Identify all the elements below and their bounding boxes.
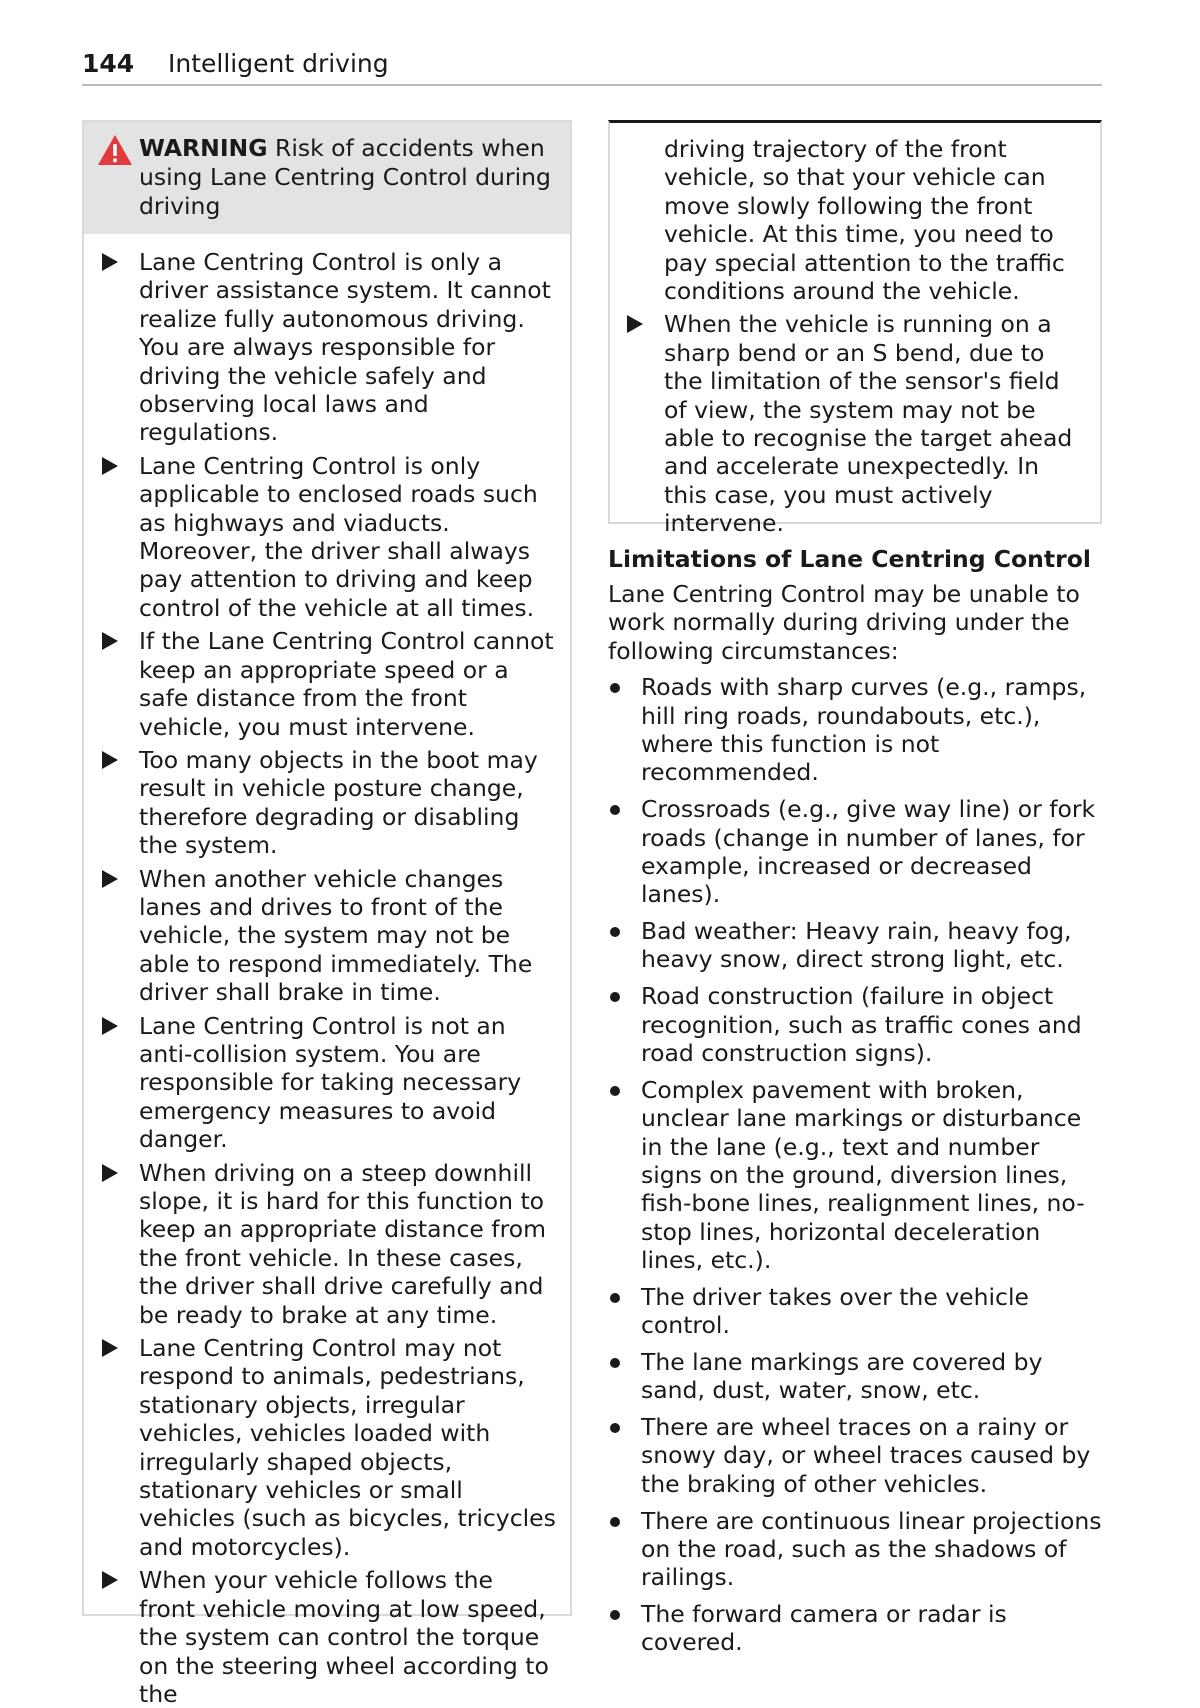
- list-item: [84, 248, 556, 447]
- list-item: [84, 1159, 556, 1329]
- triangle-bullet-icon: [102, 870, 118, 888]
- triangle-bullet-icon: [102, 632, 118, 650]
- list-item: [610, 310, 1086, 537]
- list-item-text: Lane Centring Control is only a driver assistance system. It cannot realize fully autonomous driving. You are always responsible for driving the vehicle safely and observing local laws and regulations.: [139, 248, 551, 447]
- page-number: 144: [82, 49, 135, 78]
- list-item-text: Lane Centring Control may not respond to animals, pedestrians, stationary objects, irregular vehicles, vehicles loaded with irregularly shaped objects, stationary vehicles or small vehicles (such as bicycles, tricycles and motorcycles).: [139, 1334, 556, 1561]
- list-item-text: Complex pavement with broken, unclear lane markings or disturbance in the lane (e.g., text and number signs on the ground, diversion lines, fish-bone lines, realignment lines, no-stop lines, horizontal deceleration lines, etc.).: [641, 1075, 1085, 1275]
- bullet-dot-icon: [610, 1423, 620, 1433]
- limitations-section: [608, 544, 1102, 1665]
- bullet-dot-icon: [610, 992, 620, 1002]
- list-item-text: Roads with sharp curves (e.g., ramps, hill ring roads, roundabouts, etc.), where this function is not recommended.: [641, 673, 1087, 787]
- warning-box: [82, 120, 572, 1708]
- list-item-text: Road construction (failure in object recognition, such as traffic cones and road construction signs).: [641, 982, 1082, 1067]
- triangle-bullet-icon: [102, 1339, 118, 1357]
- list-item: [84, 865, 556, 1007]
- list-item-text: There are continuous linear projections on the road, such as the shadows of railings.: [641, 1506, 1102, 1592]
- list-item-text: The driver takes over the vehicle control.: [641, 1282, 1029, 1340]
- bullet-dot-icon: [610, 805, 620, 815]
- list-item: [608, 917, 1102, 974]
- warning-continued-list: [610, 310, 1086, 537]
- triangle-bullet-icon: [102, 1164, 118, 1182]
- list-item: [84, 1012, 556, 1154]
- limitations-intro: Lane Centring Control may be unable to work normally during driving under the following circumstances:: [608, 580, 1080, 665]
- list-item-text: There are wheel traces on a rainy or snowy day, or wheel traces caused by the braking of other vehicles.: [641, 1413, 1091, 1498]
- list-item-text: Lane Centring Control is only applicable to enclosed roads such as highways and viaducts. Moreover, the driver shall always pay attention to driving and keep control of the vehicle at all times.: [139, 451, 538, 622]
- triangle-bullet-icon: [102, 253, 118, 271]
- list-item: [84, 1566, 556, 1708]
- triangle-bullet-icon: [102, 1571, 118, 1589]
- section-title: Intelligent driving: [168, 49, 389, 78]
- warning-continued-box: [608, 120, 1102, 538]
- list-item: [84, 746, 556, 860]
- list-item: [608, 1413, 1102, 1498]
- warning-list: [84, 234, 570, 1708]
- list-item-text: The forward camera or radar is covered.: [641, 1600, 1007, 1657]
- bullet-dot-icon: [610, 927, 620, 937]
- list-item-text: When driving on a steep downhill slope, it is hard for this function to keep an appropriate distance from the front vehicle. In these cases, the driver shall drive carefully and be ready to brake at any time.: [139, 1158, 546, 1329]
- list-item: [608, 673, 1102, 787]
- warning-continued-text: driving trajectory of the front vehicle, so that your vehicle can move slowly following the front vehicle. At this time, you need to pay special attention to the traffic conditions around the vehicle.: [664, 135, 1065, 306]
- triangle-bullet-icon: [102, 457, 118, 475]
- list-item-text: Too many objects in the boot may result in vehicle posture change, therefore degrading or disabling the system.: [139, 745, 538, 860]
- bullet-dot-icon: [610, 1358, 620, 1368]
- warning-header: [84, 122, 570, 234]
- list-item: [608, 1348, 1102, 1405]
- list-item-text: Bad weather: Heavy rain, heavy fog, heavy snow, direct strong light, etc.: [641, 917, 1072, 974]
- triangle-bullet-icon: [627, 315, 643, 333]
- list-item-text: Lane Centring Control is not an anti-collision system. You are responsible for taking necessary emergency measures to avoid danger.: [139, 1011, 522, 1154]
- list-item: [608, 1507, 1102, 1592]
- triangle-bullet-icon: [102, 1017, 118, 1035]
- limitations-heading: Limitations of Lane Centring Control: [608, 545, 1091, 573]
- list-item-text: If the Lane Centring Control cannot keep an appropriate speed or a safe distance from the front vehicle, you must intervene.: [139, 627, 554, 741]
- list-item-text: The lane markings are covered by sand, dust, water, snow, etc.: [641, 1347, 1043, 1405]
- warning-label: WARNING: [139, 134, 268, 162]
- bullet-dot-icon: [610, 1610, 620, 1620]
- list-item: [84, 627, 556, 741]
- warning-triangle-icon: [97, 134, 133, 166]
- bullet-dot-icon: [610, 1517, 620, 1527]
- list-item: [608, 1076, 1102, 1275]
- list-item: [84, 452, 556, 622]
- warning-title: Risk of accidents when using Lane Centring Control during driving: [139, 134, 551, 220]
- list-item: [608, 982, 1102, 1067]
- list-item-text: When another vehicle changes lanes and drives to front of the vehicle, the system may not be able to respond immediately. The driver shall brake in time.: [139, 864, 533, 1007]
- list-item: [608, 1283, 1102, 1340]
- list-item-text: Crossroads (e.g., give way line) or fork roads (change in number of lanes, for example, increased or decreased lanes).: [641, 795, 1096, 909]
- triangle-bullet-icon: [102, 751, 118, 769]
- bullet-dot-icon: [610, 683, 620, 693]
- list-item: [84, 1334, 556, 1561]
- list-item-text: When your vehicle follows the front vehicle moving at low speed, the system can control the torque on the steering wheel according to the: [139, 1566, 549, 1708]
- list-item-text: When the vehicle is running on a sharp bend or an S bend, due to the limitation of the sensor's field of view, the system may not be able to recognise the target ahead and accelerate unexpectedly. In this case, you must actively intervene.: [664, 310, 1073, 538]
- list-item: [608, 1600, 1102, 1657]
- bullet-dot-icon: [610, 1086, 620, 1096]
- list-item: [608, 795, 1102, 909]
- bullet-dot-icon: [610, 1293, 620, 1303]
- page-header: [82, 44, 1102, 86]
- limitations-list: [608, 673, 1102, 1657]
